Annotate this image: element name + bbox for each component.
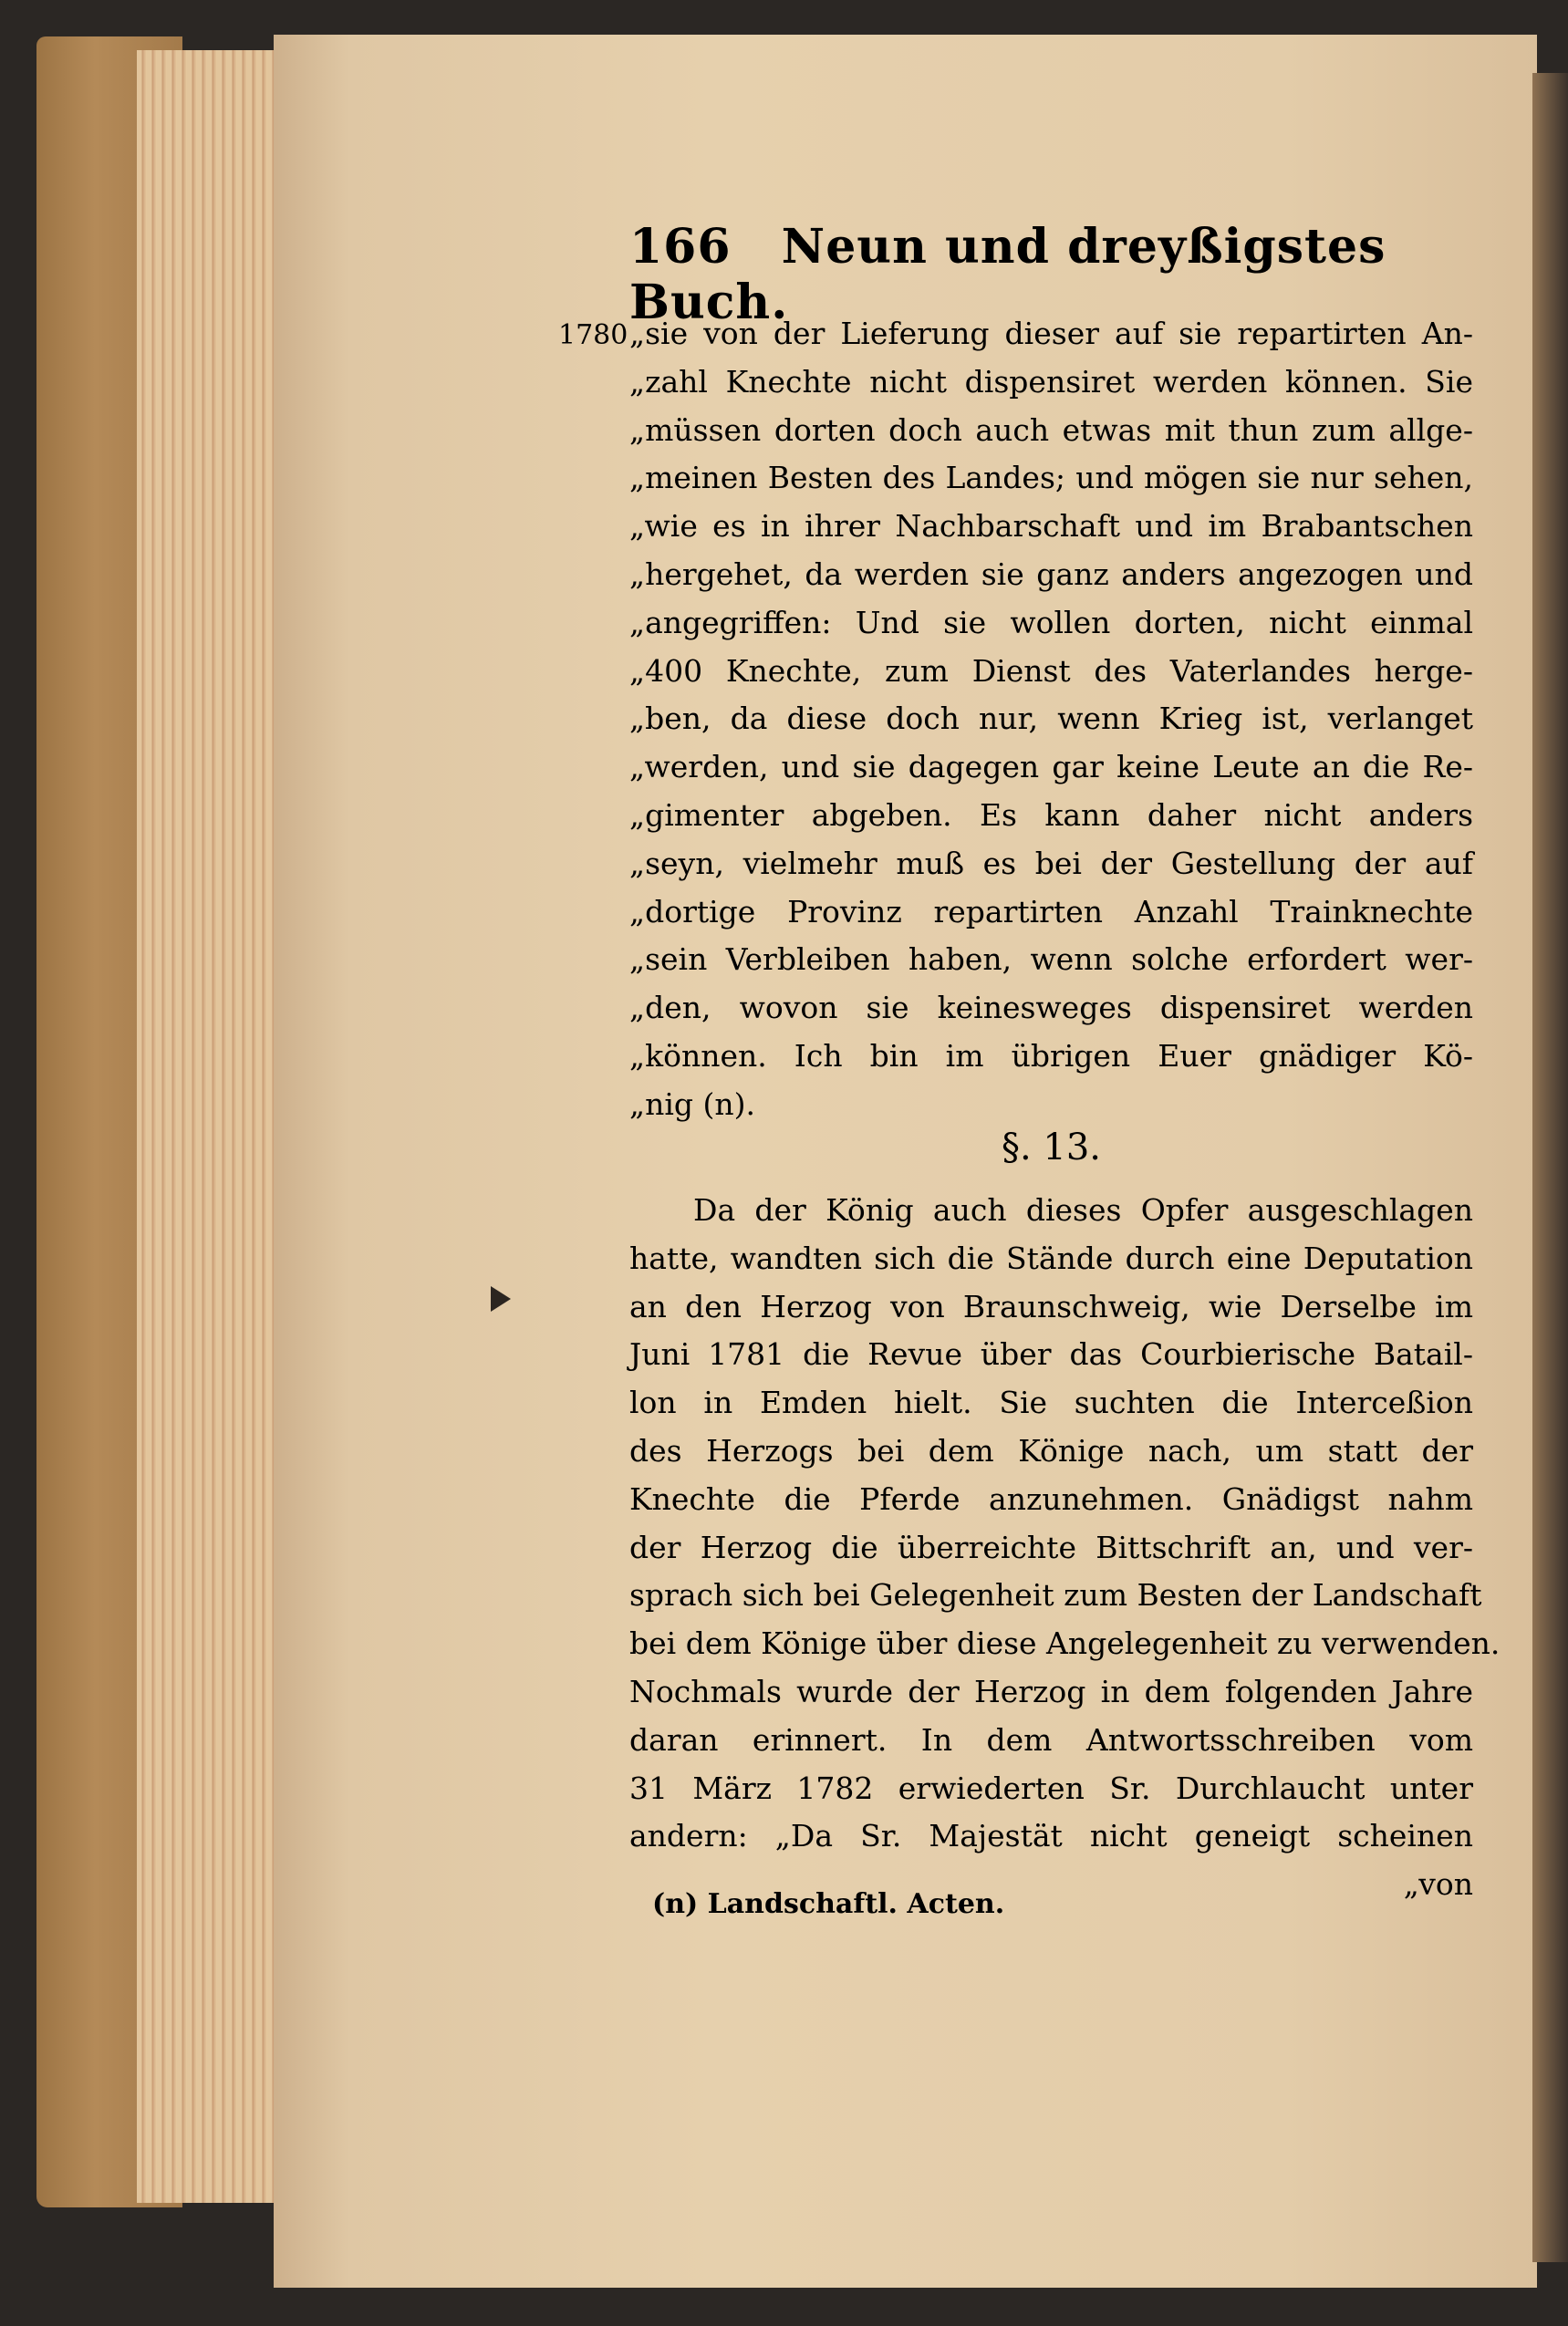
text-line: „nig (n). [629,1085,756,1122]
section-paragraph [629,1186,1501,1908]
text-line: Da der König auch dieses Opfer ausgeschlagen [693,1192,1473,1228]
text-line: Knechte die Pferde anzunehmen. Gnädigst nahm [629,1480,1473,1517]
text-line: hatte, wandten sich die Stände durch eine Deputation [629,1240,1473,1276]
text-line: „gimenter abgeben. Es kann daher nicht anders [629,796,1473,833]
text-line: Juni 1781 die Revue über das Courbierische Batail- [629,1336,1473,1373]
text-line: „hergehet, da werden sie ganz anders angezogen und [629,556,1473,592]
text-line: sprach sich bei Gelegenheit zum Besten der Landschaft [629,1577,1482,1614]
text-line: „angegriffen: Und sie wollen dorten, nicht einmal [629,604,1473,640]
text-line: lon in Emden hielt. Sie suchten die Interceßion [629,1385,1473,1421]
text-line: bei dem Könige über diese Angelegenheit zu verwenden. [629,1625,1501,1662]
margin-arrow-mark [491,1286,511,1312]
text-line: „ben, da diese doch nur, wenn Krieg ist, verlanget [629,701,1473,737]
text-line: „seyn, vielmehr muß es bei der Gestellung der auf [629,845,1473,881]
section-heading: §. 13. [1001,1127,1102,1168]
text-line: an den Herzog von Braunschweig, wie Derselbe im [629,1288,1473,1324]
text-line: „wie es in ihrer Nachbarschaft und im Brabantschen [629,508,1473,545]
text-line: „werden, und sie dagegen gar keine Leute an die Re- [629,749,1473,785]
text-line: „müssen dorten doch auch etwas mit thun zum allge- [629,411,1473,448]
text-line: „sie von der Lieferung dieser auf sie repartirten An- [629,316,1473,351]
text-line: 31 März 1782 erwiederten Sr. Durchlaucht unter [629,1770,1473,1806]
text-line: „dortige Provinz repartirten Anzahl Trainknechte [629,893,1473,929]
text-line: der Herzog die überreichte Bittschrift an, und ver- [629,1529,1473,1565]
text-line: „zahl Knechte nicht dispensiret werden können. Sie [629,363,1473,400]
page-number: 166 [629,219,732,275]
running-head [629,219,1450,330]
running-title: Neun und dreyßigstes Buch. [629,219,1386,330]
text-line: „können. Ich bin im übrigen Euer gnädiger Kö- [629,1037,1473,1074]
footnote: (n) Landschaftl. Acten. [652,1888,1005,1920]
text-line: daran erinnert. In dem Antwortsschreiben vom [629,1721,1473,1758]
opposite-page-edge [1532,73,1568,2262]
text-line: Nochmals wurde der Herzog in dem folgenden Jahre [629,1673,1473,1709]
text-line: des Herzogs bei dem Könige nach, um statt der [629,1432,1473,1469]
catchword: „von [1403,1866,1473,1903]
text-line: „sein Verbleiben haben, wenn solche erfordert wer- [629,941,1473,978]
quoted-letter [629,310,1473,1129]
text-line: „400 Knechte, zum Dienst des Vaterlandes herge- [629,652,1473,689]
text-line: „den, wovon sie keinesweges dispensiret werden [629,990,1473,1026]
text-line: andern: „Da Sr. Majestät nicht geneigt scheinen [629,1818,1473,1854]
text-line: „meinen Besten des Landes; und mögen sie nur sehen, [629,460,1473,496]
margin-year: 1780 [558,319,628,351]
